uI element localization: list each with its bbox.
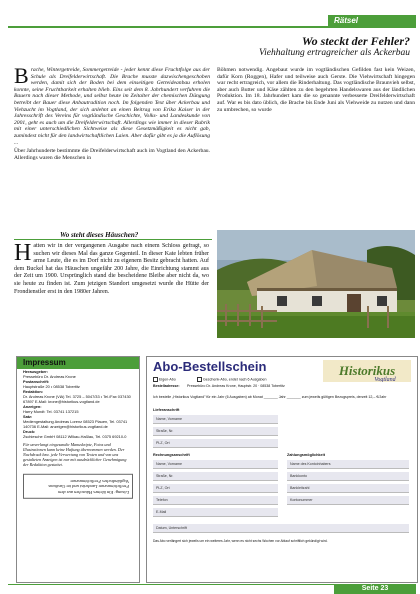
bank-field[interactable]: Bankkonto [287, 472, 409, 481]
account-holder-field[interactable]: Name des Kontoinhabers [287, 460, 409, 469]
impressum-label: Herausgeber: [23, 369, 49, 374]
article-column-left [14, 67, 210, 227]
article-body-start: Über Jahrhunderte bestimmte die Dreifelderwirtschaft auch im Vogtland den Ackerbau. Allerdings waren die Menschen in [14, 148, 210, 161]
option-label: Eigen-Abo [159, 377, 176, 382]
quiz-dropcap: H [14, 243, 32, 266]
email-field[interactable]: E-Mail [153, 508, 278, 517]
account-number-field[interactable]: Kontonummer [287, 496, 409, 505]
top-rule [8, 26, 416, 28]
impressum-note: Für unverlangt eingesandte Manuskripte, Fotos und Illustrationen kann keine Haftung übernommen werden. Der Nachdruck bzw. jede Verwertung von Texten und von uns gestalteten Anzeigen ist nur mit ausdrücklicher Genehmigung der Redaktion gestattet. [23, 442, 127, 468]
impressum-value: Pressebüro Dr. Andreas Krone [23, 373, 76, 379]
billing-street-field[interactable]: Straße, Nr. [153, 472, 278, 481]
quiz-rule [14, 239, 212, 240]
quiz-body: atten wir in der vergangenen Ausgabe nach einem Schloss gefragt, so suchen wir dieses Mal das ganze Gegenteil. In dieser Kate lebten früher arme Leute, die es im Dorf nicht zu eigenem Besitz gebracht hatten. Auf dem Buckel hat das Häuschen ungefähr 200 Jahre, die Einrichtung stammt aus der Zeit um 1900. Ursprünglich stand die bescheidene Bleibe aber nicht da, wo sie heute zu finden ist. Zum jetzigen Standort umgesetzt wurde die Hütte der Frondienstler erst in den 1980er Jahren. [14, 243, 209, 295]
address-text: Pressebüro Dr. Andreas Krone, Hauptstr. 20 · 08538 Tobertitz [187, 384, 285, 388]
delivery-street-field[interactable]: Straße, Nr. [153, 427, 278, 436]
impressum-label: Druck: [23, 429, 36, 435]
historikus-logo [323, 360, 411, 382]
bank-code-field[interactable]: Bankleitzahl [287, 484, 409, 493]
impressum-label: Postanschrift: [23, 379, 50, 385]
option-label: Geschenk-Abo, endet nach 6 Ausgaben [203, 377, 267, 382]
dropcap: B [14, 67, 29, 88]
delivery-city-field[interactable]: PLZ, Ort [153, 439, 278, 448]
article-column-right: Böhmen notwendig. Angebaut wurde im vogtländischen Gefilden fast kein Weizen, dafür Korn (Roggen), Hafer und teilweise auch Gerste. Die Viehwirtschaft hingegen war recht ertragreich, vor allem die Rinderhaltung. Das vogtländische Braunvieh selbst, aber auch Butter und Käse zählten zu den begehrten Handelswaren aus der ländlichen Produktion. Im 18. Jahrhundert kam die so genannte verbesserte Dreifelderwirtschaft auf. War es bis dato üblich, die Brache bis Ende Juni als Viehweide zu nutzen und dann zu umbrechen, so wurde [217, 67, 415, 113]
form-fineprint: Das Abo verlängert sich jeweils um ein weiteres Jahr, wenn es nicht sechs Wochen vor Ablauf schriftlich gekündigt wird. [153, 539, 328, 543]
phone-field[interactable]: Telefon [153, 496, 278, 505]
form-title: Abo-Bestellschein [153, 359, 267, 374]
delivery-heading: Lieferanschrift [153, 408, 180, 412]
cottage-photo [217, 230, 415, 338]
impressum-label: Satz: [23, 414, 33, 420]
impressum-value: Dr. Andreas Krone (ViA) Tel. 3725 – 5047/33 • Tel./Fax 037430 67897 E-Mail: krone@historikus-vogtland.de [23, 393, 131, 404]
svg-text:Vogtland: Vogtland [374, 377, 396, 382]
option-gift[interactable] [197, 377, 267, 382]
top-margin [0, 0, 420, 14]
quiz-solution: Lösung: Ein kleines Häuschen aus dem Freilichtmuseum Landwüst und im Gasthaus Vogtländisches Freilichtmuseum [23, 474, 133, 499]
article-intro: rache, Wintergetreide, Sommergetreide - jeder kennt diese Fruchtfolge aus der Schule als Dreifelderwirtschaft. Die Brache musste dazwischengeschoben werden, damit sich der Boden bei dem einseitigen Getreideanbau erholen konnte, seine Fruchtbarkeit erhalten blieb. Eins seit dem 8. Jahrhundert verfuhren die Bauern nach dieser Methode, und selbst heute im Zeitalter der chemischen Düngung betreibt der Bauer diese Anbautradition noch. Im folgenden Text über Ackerbau und Viehzucht im Vogtland, der sich anlehnt an einen Beitrag von Erika Kaiser in der Jahresschrift des Vereins für vogtländische Geschichte, Volks- und Landeskunde von 2001, geht es auch um die Dreifelderwirtschaft. Allerdings wie immer in dieser Rubrik mit einer unterschiedlichen Sichtweise als diese Gesetzmäßigkeit es nicht gab, zumindest nicht für den landwirtschaftlichen Laien. Aber dafür gibt es ja die Auflösung ... [14, 67, 210, 146]
checkbox-icon[interactable] [197, 377, 202, 382]
address-label: Bestelladresse: [153, 384, 180, 388]
section-tab [328, 15, 416, 26]
billing-heading: Rechnungsanschrift [153, 453, 190, 457]
subscription-form [146, 356, 418, 583]
impressum-label: Anzeigen: [23, 404, 42, 410]
payment-heading: Zahlungsmöglichkeit [287, 453, 325, 457]
signature-field[interactable]: Datum, Unterschrift [153, 524, 409, 533]
option-own[interactable] [153, 377, 176, 382]
impressum-value: Hauptstraße 20 • 08538 Tobertitz [23, 383, 80, 389]
impressum-block [17, 389, 139, 404]
impressum-block [17, 429, 139, 439]
quiz-text [14, 243, 209, 338]
impressum-block [17, 369, 139, 379]
impressum-block [17, 414, 139, 429]
delivery-name-field[interactable]: Name, Vorname [153, 415, 278, 424]
impressum-value: Zschiesche GmbH 08112 Wilkau-Haßlau, Tel. 0375 69210-0 [23, 433, 127, 439]
impressum-value: Mediengestaltung Andreas Lorenz 08523 Plauen, Tel. 03741 140736 E-Mail: anzeigen@historikus-vogtland.de [23, 418, 128, 429]
order-text: Ich bestelle „Historikus Vogtland" für ein Jahr (6 Ausgaben) ab Monat _______ Jahr _______ zum jeweils gültigen Bezugspreis, derzeit 12,– €/Jahr [153, 395, 387, 399]
impressum-value: Harry Mundt: Tel. 03741 137215 [23, 408, 79, 414]
impressum-block [17, 404, 139, 414]
impressum-block [17, 379, 139, 389]
quiz-title: Wo steht dieses Häuschen? [60, 231, 139, 239]
billing-city-field[interactable]: PLZ, Ort [153, 484, 278, 493]
article-subheadline: Viehhaltung ertragreicher als Ackerbau [258, 48, 410, 58]
impressum-box [16, 356, 140, 583]
svg-text:Historikus: Historikus [338, 363, 396, 378]
checkbox-icon[interactable] [153, 377, 158, 382]
section-label: Rätsel [334, 16, 359, 25]
page-number: Seite 23 [334, 584, 416, 594]
impressum-title: Impressum [17, 357, 139, 369]
article-headline: Wo steckt der Fehler? [301, 34, 410, 48]
billing-name-field[interactable]: Name, Vorname [153, 460, 278, 469]
impressum-label: Redaktion: [23, 389, 44, 395]
